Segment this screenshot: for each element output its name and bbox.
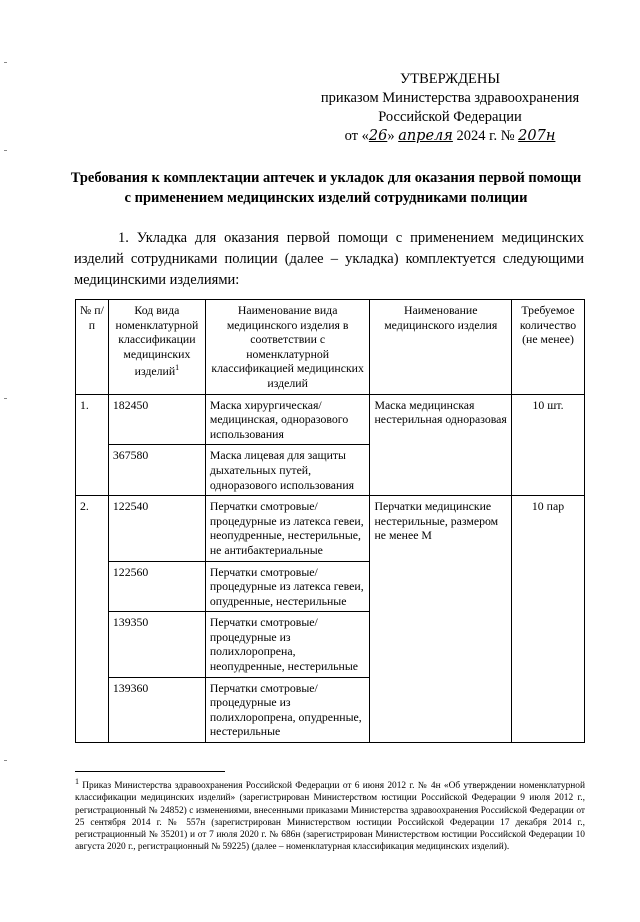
footnote-marker: 1 [75, 777, 79, 786]
title-line-2: с применением медицинских изделий сотрудниками полиции [124, 190, 528, 206]
row-kind: Перчатки смотровые/ процедурные из полихлоропрена, неопудренные, нестерильные [205, 612, 370, 677]
row-code: 367580 [108, 445, 205, 496]
row-kind: Перчатки смотровые/ процедурные из полихлоропрена, опудренные, нестерильные [205, 677, 370, 742]
row-kind: Маска лицевая для защиты дыхательных путей, одноразового использования [205, 445, 370, 496]
footnote-separator [75, 771, 225, 772]
scan-mark [4, 62, 7, 63]
row-kind: Маска хирургическая/ медицинская, одноразового использования [205, 394, 370, 445]
footnote [75, 776, 585, 853]
header-code [108, 300, 205, 395]
approval-order-line: приказом Министерства здравоохранения [320, 90, 580, 106]
document-title [60, 168, 592, 208]
row-kind: Перчатки смотровые/ процедурные из латекса гевеи, неопудренные, нестерильные, не антибактериальные [205, 496, 370, 561]
table-row [76, 496, 585, 561]
table-header-row [76, 300, 585, 395]
approval-block [300, 70, 600, 146]
row-num: 1. [76, 394, 109, 496]
date-day: 26 [368, 128, 388, 144]
row-code: 139360 [108, 677, 205, 742]
row-code: 182450 [108, 394, 205, 445]
header-code-text: Код вида номенклатурной классификации медицинских изделий [115, 303, 199, 379]
scan-mark [4, 398, 7, 399]
header-name: Наименование медицинского изделия [370, 300, 512, 395]
header-num: № п/п [76, 300, 109, 395]
approval-heading: УТВЕРЖДЕНЫ [399, 71, 501, 87]
approval-country-line: Российской Федерации [378, 109, 522, 125]
date-year: 2024 г. № [456, 128, 515, 144]
title-line-1: Требования к комплектации аптечек и укладок для оказания первой помощи [70, 170, 582, 186]
table-row [76, 394, 585, 445]
header-kind: Наименование вида медицинского изделия в соответствии с номенклатурной классификацией медицинских изделий [205, 300, 370, 395]
order-number: 207н [518, 128, 556, 144]
row-code: 139350 [108, 612, 205, 677]
items-table [75, 299, 585, 743]
date-mid: » [387, 128, 395, 144]
approval-date-line [300, 127, 600, 146]
row-qty: 10 пар [512, 496, 585, 743]
header-footnote-ref: 1 [175, 363, 180, 373]
header-qty: Требуемое количество (не менее) [512, 300, 585, 395]
scan-mark [4, 760, 7, 761]
row-name: Маска медицинская нестерильная одноразовая [370, 394, 512, 496]
row-name: Перчатки медицинские нестерильные, размером не менее М [370, 496, 512, 743]
intro-paragraph: 1. Укладка для оказания первой помощи с применением медицинских изделий сотрудниками полиции (далее – укладка) комплектуется следующими медицинскими изделиями: [74, 230, 584, 288]
scan-mark [4, 150, 7, 151]
row-qty: 10 шт. [512, 394, 585, 496]
row-kind: Перчатки смотровые/ процедурные из латекса гевеи, опудренные, нестерильные [205, 561, 370, 612]
date-month: апреля [398, 128, 453, 144]
date-prefix: от « [344, 128, 369, 144]
row-num: 2. [76, 496, 109, 743]
row-code: 122540 [108, 496, 205, 561]
footnote-text: Приказ Министерства здравоохранения Российской Федерации от 6 июня 2012 г. № 4н «Об утверждении номенклатурной классификации медицинских изделий» (зарегистрирован Министерством юстиции Российской Федерации 9 июля 2012 г., регистрационный № 24852) с изменениями, внесенными приказами Министерства здравоохранения Российской Федерации от 25 сентября 2014 г. № 557н (зарегистрирован Министерством юстиции Российской Федерации 17 декабря 2014 г., регистрационный № 35201) и от 7 июля 2020 г. № 686н (зарегистрирован Министерством юстиции Российской Федерации 10 августа 2020 г., регистрационный № 59225) (далее – номенклатурная классификация медицинских изделий). [75, 781, 586, 853]
row-code: 122560 [108, 561, 205, 612]
